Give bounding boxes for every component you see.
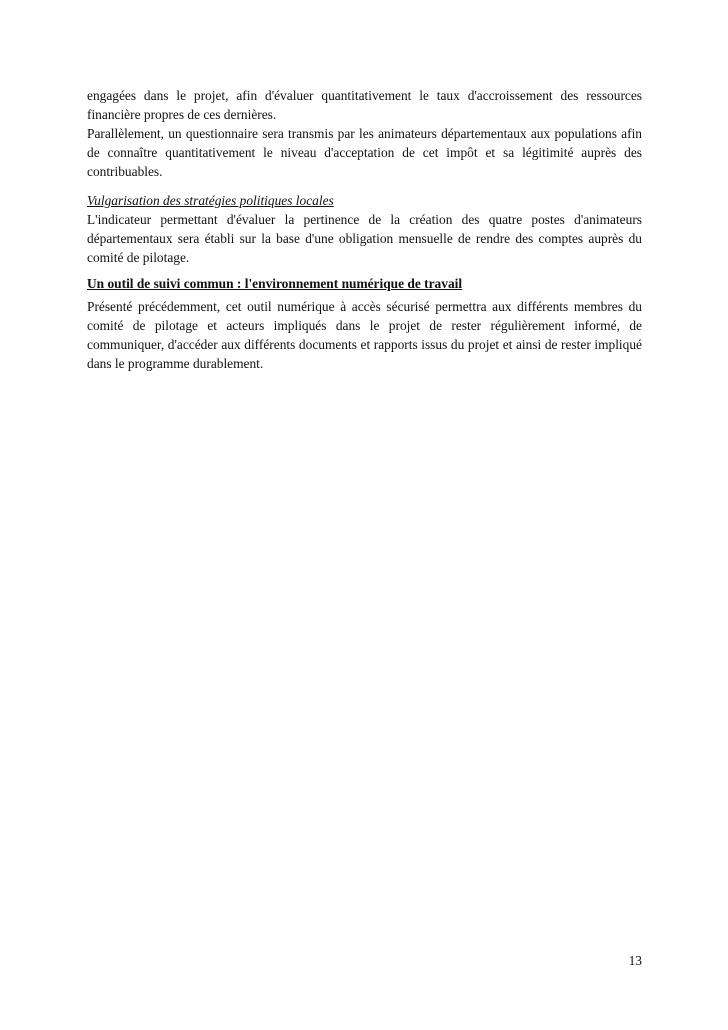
paragraph-environnement-numerique: Présenté précédemment, cet outil numérique à accès sécurisé permettra aux différents membres du comité de pilotage et acteurs impliqués dans le projet de rester régulièrement informé, de communiquer, d'accéder aux différents documents et rapports issus du projet et ainsi de rester impliqué dans le programme durablement. bbox=[87, 299, 642, 371]
paragraph-resources: engagées dans le projet, afin d'évaluer quantitativement le taux d'accroissement des ressources financière propres de ces dernières. bbox=[87, 88, 642, 122]
page-number: 13 bbox=[628, 953, 642, 968]
section-heading-outil-suivi: Un outil de suivi commun : l'environnement numérique de travail bbox=[87, 276, 463, 291]
section-heading-vulgarisation: Vulgarisation des stratégies politiques locales bbox=[87, 193, 334, 208]
page-content bbox=[87, 86, 642, 373]
paragraph-indicateur: L'indicateur permettant d'évaluer la pertinence de la création des quatre postes d'animateurs départementaux sera établi sur la base d'une obligation mensuelle de rendre des comptes auprès du comité de pilotage. bbox=[87, 212, 642, 265]
paragraph-questionnaire: Parallèlement, un questionnaire sera transmis par les animateurs départementaux aux populations afin de connaître quantitativement le niveau d'acceptation de cet impôt et sa légitimité auprès des contribuables. bbox=[87, 126, 642, 179]
spacer bbox=[87, 181, 642, 191]
spacer bbox=[87, 267, 642, 274]
